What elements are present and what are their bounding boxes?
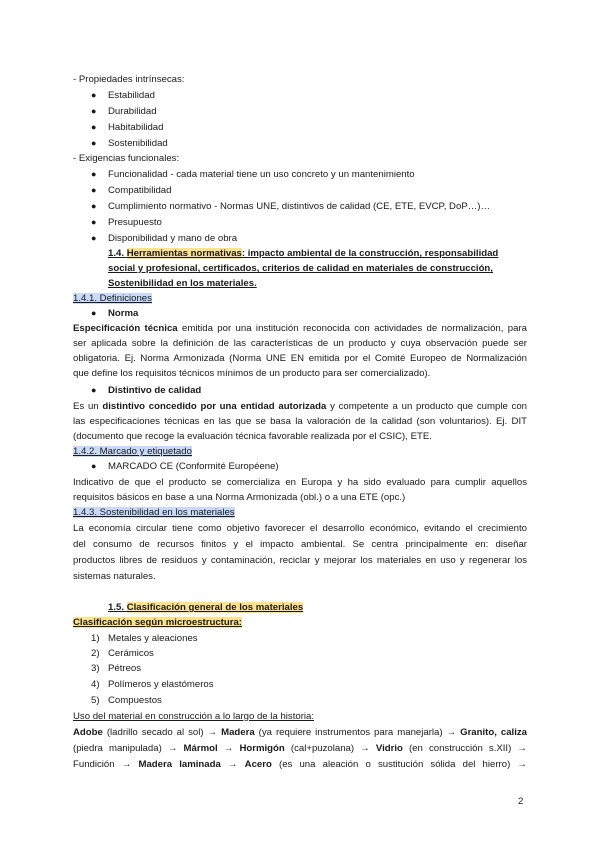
bullet-icon: ● [91,217,97,227]
paragraph-line: las especificaciones técnicas en las que se basa la valoración de la calidad (son voluntarios). Ej. DIT [73,416,527,427]
list-number: 3) [91,663,100,674]
bullet-icon: ● [91,169,97,179]
bullet-icon: ● [91,233,97,243]
bullet-icon: ● [91,122,97,132]
list-item: Funcionalidad - cada material tiene un uso concreto y un mantenimiento [108,169,415,180]
section-1-4-heading-line: Sostenibilidad en los materiales. [108,278,257,289]
history-heading: Uso del material en construcción a lo largo de la historia: [73,711,315,722]
bullet-icon: ● [91,461,97,471]
list-item: Presupuesto [108,217,162,228]
functional-heading: - Exigencias funcionales: [73,153,180,164]
paragraph-line: ser aplicada sobre la definición de las características de un producto y cuya observación puede ser [73,338,527,349]
paragraph-line: del consumo de recursos finitos y el impacto ambiental. Se centra principalmente en: diseñar [73,539,527,550]
page-number: 2 [518,796,524,807]
section-1-5-heading: 1.5. Clasificación general de los materiales [108,602,304,613]
list-item: Cumplimiento normativo - Normas UNE, distintivos de calidad (CE, ETE, EVCP, DoP…)… [108,201,491,212]
list-item: Sostenibilidad [108,138,168,149]
list-item: Estabilidad [108,90,155,101]
section-1-4-3-heading: 1.4.3. Sostenibilidad en los materiales [73,507,235,518]
paragraph-line: sistemas naturales. [73,571,156,582]
history-line: (piedra manipulada) → Mármol → Hormigón (cal+puzolana) → Vidrio (en construcción s.XII) → [73,743,527,754]
list-item: MARCADO CE (Conformité Européene) [108,461,279,472]
paragraph-line: que define los requisitos técnicos mínimos de un producto para ser comercializado). [73,368,431,379]
list-item: Habitabilidad [108,122,164,133]
section-1-4-heading-line: social y profesional, certificados, criterios de calidad en materiales de construcción, [108,263,493,274]
list-item: Compatibilidad [108,185,172,196]
paragraph-line: La economía circular tiene como objetivo favorecer el desarrollo económico, evitando el crecimiento [73,523,527,534]
section-1-4-heading: 1.4. Herramientas normativas: impacto ambiental de la construcción, responsabilidad [108,248,499,259]
paragraph-line: (documento que recoge la evaluación técnica favorable realizada por el CSIC), ETE. [73,431,432,442]
paragraph-line: Especificación técnica emitida por una institución reconocida con actividades de normalización, para [73,323,527,334]
list-item: Pétreos [108,663,142,674]
bullet-icon: ● [91,201,97,211]
list-item: Metales y aleaciones [108,633,198,644]
paragraph-line: Indicativo de que el producto se comercializa en Europa y ha sido evaluado para cumplir aquellos [73,477,527,488]
section-1-4-1-heading: 1.4.1. Definiciones [73,293,152,304]
list-item: Durabilidad [108,106,157,117]
list-number: 2) [91,648,100,659]
bullet-icon: ● [91,385,97,395]
list-item: Disponibilidad y mano de obra [108,233,238,244]
intrinsic-heading: - Propiedades intrínsecas: [73,74,185,85]
microstructure-subheading: Clasificación según microestructura: [73,617,243,628]
history-line: Adobe (ladrillo secado al sol) → Madera (ya requiere instrumentos para manejarla) → Granito, caliza [73,727,527,738]
list-number: 1) [91,633,100,644]
history-line: Fundición → Madera laminada → Acero (es una aleación o sustitución sólida del hierro) → [73,759,527,770]
list-item: Cerámicos [108,648,154,659]
list-item: Polímeros y elastómeros [108,679,214,690]
paragraph-line: productos libres de residuos y contaminación, reciclar y mejorar los materiales en uso y regenerar los [73,555,527,566]
paragraph-line: requisitos básicos en base a una Norma Armonizada (obl.) o a una ETE (opc.) [73,492,406,503]
list-number: 4) [91,679,100,690]
paragraph-line: obligatoria. Ej. Norma Armonizada (Norma UNE EN emitida por el Comité Europeo de Normalización [73,353,527,364]
bullet-icon: ● [91,138,97,148]
distintivo-label: Distintivo de calidad [108,385,202,396]
norma-label: Norma [108,308,139,319]
list-item: Compuestos [108,695,162,706]
bullet-icon: ● [91,185,97,195]
paragraph-line: Es un distintivo concedido por una entidad autorizada y competente a un producto que cumple con [73,401,528,412]
bullet-icon: ● [91,90,97,100]
bullet-icon: ● [91,308,97,318]
bullet-icon: ● [91,106,97,116]
section-1-4-2-heading: 1.4.2. Marcado y etiquetado [73,446,192,457]
list-number: 5) [91,695,100,706]
